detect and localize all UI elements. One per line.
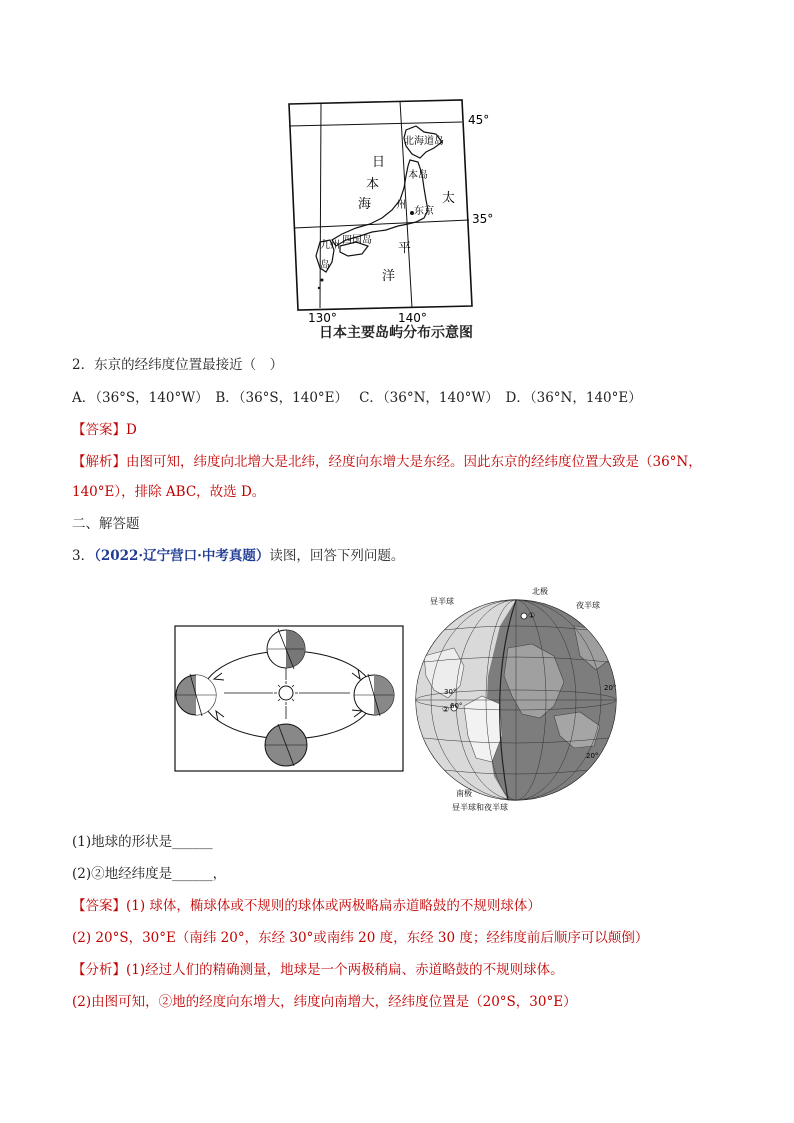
lat-line-45 [289, 122, 462, 126]
q3-analysis1 [72, 960, 564, 980]
earth-left [176, 674, 216, 716]
q3-number: 3． [72, 548, 95, 564]
ocean-char-1: 太 [442, 191, 456, 206]
label-lon60: 60° [450, 702, 463, 710]
lon-line-130 [320, 104, 321, 308]
q2-options: A．（36°S，140°W） B．（36°S，140°E） C．（36°N，140°W） D．（36°N，140°E） [72, 390, 642, 406]
label-south-pole: 南极 [456, 789, 472, 798]
japan-map-figure [286, 96, 496, 346]
section2-title: 二、解答题 [72, 516, 140, 532]
q2-analysis-line2 [72, 482, 265, 502]
label-north-pole: 北极 [532, 587, 548, 596]
sun-icon [279, 686, 293, 700]
q3-sub2: (2)②地经纬度是______， [72, 866, 227, 882]
answer-tag: 【答案】 [72, 898, 126, 914]
label-lat20: 20° [604, 684, 617, 692]
label-kyushu-2: 岛 [320, 260, 330, 271]
q2-analysis-line1 [72, 452, 702, 472]
sea-char-1: 日 [372, 155, 386, 170]
q3-analysis1-text: (1)经过人们的精确测量，地球是一个两极稍扁、赤道略鼓的不规则球体。 [126, 962, 564, 978]
label-hokkaido: 北海道岛 [404, 136, 444, 147]
globe-caption: 昼半球和夜半球 [452, 803, 508, 812]
ocean-char-2: 平 [398, 241, 412, 256]
label-shikoku: 四国岛 [342, 235, 372, 246]
label-lat20s: 20° [586, 752, 599, 760]
q3-prompt: 读图，回答下列问题。 [269, 548, 405, 564]
orbit-svg [174, 625, 404, 772]
ocean-char-3: 洋 [382, 269, 396, 284]
q2-analysis-text2: 140°E），排除 ABC，故选 D。 [72, 484, 266, 500]
q2-answer-value: D [126, 422, 137, 438]
label-honshu-2: 州 [396, 200, 406, 211]
label-kyushu-1: 九州 [320, 240, 340, 251]
earth-top [267, 629, 305, 669]
japan-map-caption: 日本主要岛屿分布示意图 [319, 325, 473, 341]
label-night: 夜半球 [576, 601, 600, 610]
q3-answer1-text: (1) 球体，椭球体或不规则的球体或两极略扁赤道略鼓的不规则球体） [126, 898, 541, 914]
label-point-1: ① [528, 611, 536, 620]
orbit-diagram [174, 625, 404, 772]
analysis-tag: 【解析】 [72, 454, 126, 470]
sea-char-2: 本 [366, 177, 380, 192]
q2-question: 2．东京的经纬度位置最接近（ ） [72, 357, 284, 373]
globe-figure [404, 586, 644, 818]
label-tokyo: 东京 [414, 206, 434, 217]
answer-tag: 【答案】 [72, 422, 126, 438]
label-day: 昼半球 [430, 597, 454, 606]
q2-analysis-text1: 由图可知，纬度向北增大是北纬，经度向东增大是东经。因此东京的经纬度位置大致是（36°N， [126, 454, 702, 470]
sea-char-3: 海 [358, 197, 372, 212]
lat-label-45: 45° [468, 113, 490, 127]
q3-answer1 [72, 896, 541, 916]
q3-sub1: (1)地球的形状是______ [72, 834, 213, 850]
q3-source: （2022·辽宁营口·中考真题） [94, 548, 270, 564]
lat-label-35: 35° [472, 212, 494, 226]
globe-svg [404, 586, 644, 818]
lon-label-140: 140° [398, 311, 427, 325]
label-lon30: 30° [444, 688, 457, 696]
japan-map [286, 96, 496, 346]
q3-answer2: (2) 20°S，30°E（南纬 20°，东经 30°或南纬 20 度，东经 30 度；经纬度前后顺序可以颠倒） [72, 930, 649, 946]
point-1-marker [521, 613, 527, 619]
label-honshu-1: 本岛 [408, 170, 428, 181]
lon-label-130: 130° [308, 311, 337, 325]
analysis-tag: 【分析】 [72, 962, 126, 978]
q3-header [72, 546, 404, 566]
q2-answer [72, 420, 137, 440]
earth-right [354, 674, 394, 716]
q3-analysis2: (2)由图可知，②地的经度向东增大，纬度向南增大，经纬度位置是（20°S，30°E） [72, 994, 577, 1010]
earth-bottom [265, 724, 307, 766]
label-point-2: ② [442, 705, 450, 714]
